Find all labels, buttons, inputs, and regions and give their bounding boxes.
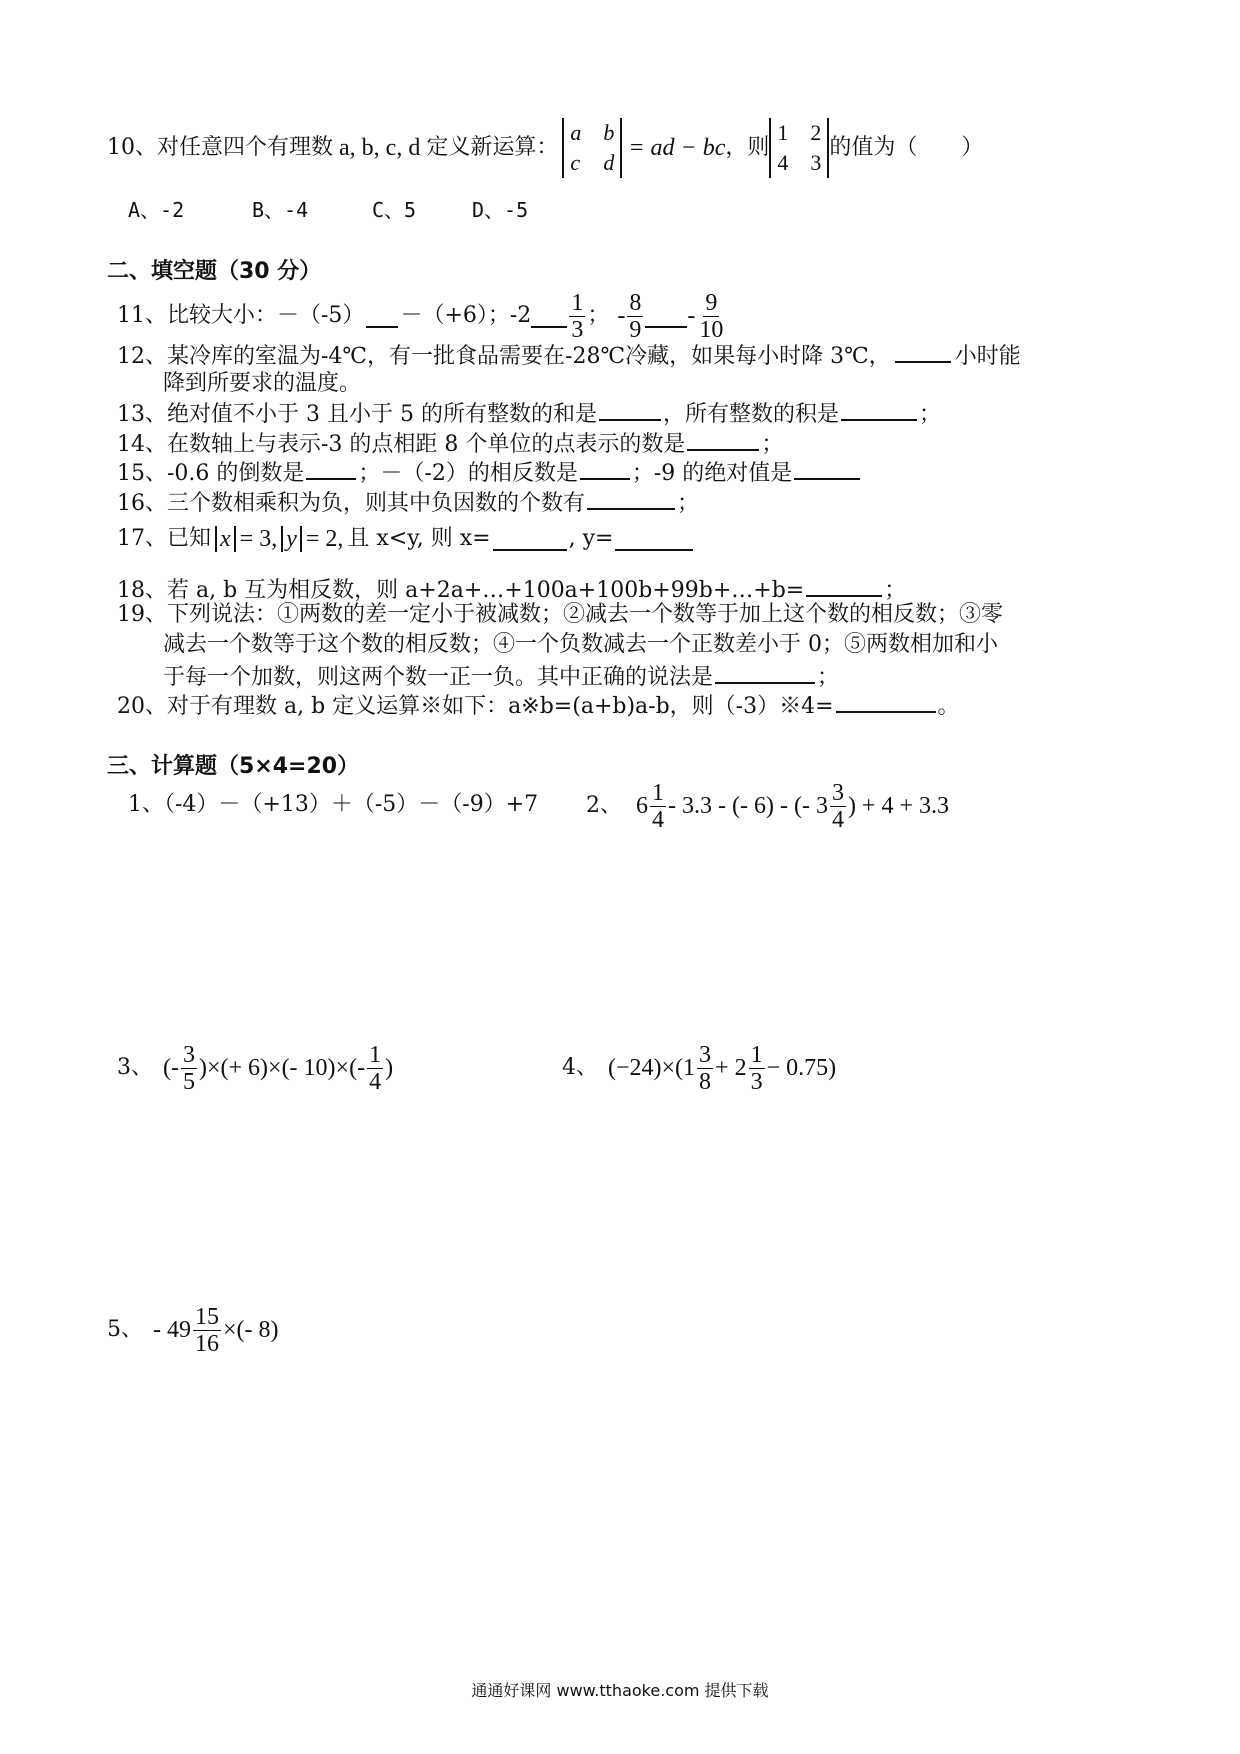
question-text: ，则 (725, 135, 770, 160)
question-19: 19、下列说法：①两数的差一定小于被减数；②减去一个数等于加上这个数的相反数；③零 (117, 602, 1004, 627)
absolute-x: x (215, 526, 236, 552)
question-16: 16、三个数相乘积为负，则其中负因数的个数有 ； (117, 486, 699, 519)
question-11: 11、 比较大小：－（-5） －（+6）；-2 $\frac{1}{3}$ ； - $\frac{8}{9}$ - $\frac{9}{10}$ (117, 289, 724, 343)
question-10-options (128, 195, 528, 225)
answer-blank[interactable] (580, 456, 630, 480)
answer-blank[interactable] (531, 304, 567, 328)
section-title: 三、计算题（5×4=20） (107, 754, 360, 779)
answer-blank[interactable] (687, 427, 759, 451)
answer-blank[interactable] (895, 339, 951, 363)
question-12: 12、某冷库的室温为-4℃，有一批食品需要在-28℃冷藏，如果每小时降 3℃， 小时能 (117, 339, 1021, 372)
answer-blank[interactable] (841, 397, 917, 421)
footer-credit: 通通好课网 www.tthaoke.com 提供下载 (471, 1681, 769, 1700)
answer-blank[interactable] (715, 660, 815, 684)
option-c: C、5 (372, 198, 417, 222)
definition-equation: = ad − bc (628, 135, 726, 161)
option-d: D、-5 (472, 198, 529, 222)
question-number: 10、 (107, 135, 157, 160)
question-19-line2: 减去一个数等于这个数的相反数；④一个负数减去一个正数差小于 0；⑤两数相加和小 (163, 632, 998, 657)
answer-blank[interactable] (615, 527, 693, 551)
answer-blank[interactable] (836, 689, 936, 713)
fraction: $\frac{1}{3}$ (571, 289, 584, 343)
calc-problem-3: 3、 (- $\frac{3}{5}$ )×(+ 6)×(- 10)×(- $\frac{1}{4}$ ) (117, 1041, 394, 1095)
calc-problem-5: 5、 - 49 $\frac{15}{16}$ ×(- 8) (107, 1303, 279, 1357)
fraction: $\frac{3}{4}$ (831, 779, 844, 833)
option-b: B、-4 (252, 198, 309, 222)
answer-blank[interactable] (794, 456, 860, 480)
answer-blank[interactable] (599, 397, 661, 421)
determinant-numeric: 1 2 4 3 (769, 118, 829, 178)
calc-problem-2: 2、 6 $\frac{1}{4}$ - 3.3 - (- 6) - (- 3 $\frac{3}{4}$ ) + 4 + 3.3 (586, 779, 949, 833)
fraction: $\frac{3}{5}$ (182, 1041, 195, 1095)
fraction: $\frac{1}{4}$ (369, 1041, 382, 1095)
question-14: 14、在数轴上与表示-3 的点相距 8 个单位的点表示的数是 ； (117, 427, 783, 460)
absolute-y: y (281, 526, 302, 552)
fraction: $\frac{3}{8}$ (699, 1041, 712, 1095)
calc-problem-4: 4、 (−24)×(1 $\frac{3}{8}$ + 2 $\frac{1}{3}$ − 0.75) (562, 1041, 837, 1095)
question-12-cont: 降到所要求的温度。 (163, 371, 362, 396)
question-text: 的值为（ ） (829, 135, 984, 160)
answer-blank[interactable] (806, 573, 882, 597)
determinant-symbolic: a b c d (562, 118, 622, 178)
question-19-line3: 于每一个加数，则这两个数一正一负。其中正确的说法是 ； (163, 660, 839, 693)
question-15: 15、-0.6 的倒数是 ；－（-2）的相反数是 ；-9 的绝对值是 (117, 456, 860, 489)
answer-blank[interactable] (306, 456, 356, 480)
fraction: $\frac{1}{3}$ (750, 1041, 763, 1095)
fraction: $\frac{8}{9}$ (629, 289, 642, 343)
question-text: 对任意四个有理数 (157, 135, 334, 160)
option-a: A、-2 (128, 198, 185, 222)
question-18: 18、若 a, b 互为相反数，则 a+2a+…+100a+100b+99b+…+b= ； (117, 573, 906, 606)
answer-blank[interactable] (645, 304, 687, 328)
calc-problem-1: 1、（-4）－（+13）＋（-5）－（-9）+7 (128, 792, 539, 817)
fraction: $\frac{1}{4}$ (652, 779, 664, 833)
answer-blank[interactable] (587, 486, 675, 510)
answer-blank[interactable] (493, 527, 567, 551)
question-10 (107, 116, 983, 180)
section-title: 二、填空题（30 分） (107, 259, 322, 284)
variables: a, b, c, d (339, 135, 421, 161)
question-text: 定义新运算： (426, 135, 559, 160)
question-17: 17、 已知 x = 3, y = 2, 且 x<y, 则 x= , y= (117, 524, 693, 554)
question-13: 13、绝对值不小于 3 且小于 5 的所有整数的和是 ，所有整数的积是 ； (117, 397, 941, 430)
question-20: 20、对于有理数 a, b 定义运算※如下：a※b=(a+b)a-b，则（-3）※4= 。 (117, 689, 960, 722)
answer-blank[interactable] (366, 304, 398, 328)
fraction: $\frac{9}{10}$ (699, 289, 724, 343)
fraction: $\frac{15}{16}$ (195, 1303, 219, 1357)
